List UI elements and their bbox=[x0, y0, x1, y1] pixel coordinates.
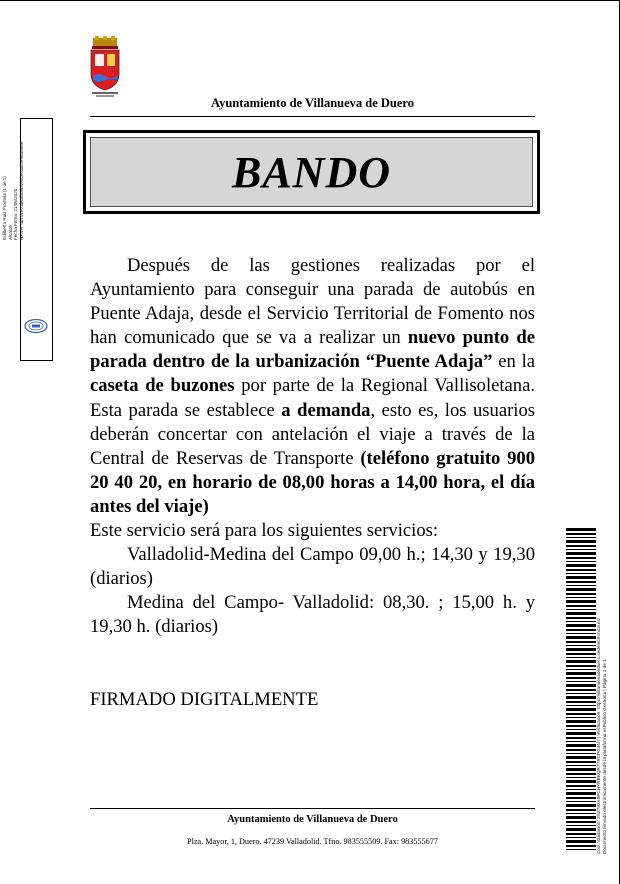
footer-title: Ayuntamiento de Villanueva de Duero bbox=[227, 814, 398, 825]
paragraph-main bbox=[90, 254, 535, 519]
bando-title: BANDO bbox=[231, 147, 392, 197]
stamp-signer: Edilberto Ruiz Frontela (1 de 1) bbox=[2, 176, 7, 240]
stamp-role: Alcalde bbox=[7, 224, 13, 240]
text-segment: Después de las gestiones realizadas por el Ayuntamiento para conseguir una parada de autobús en Puente Adaja, desde el Servicio Territorial de Fomento nos han comunicado que se va a realizar un bbox=[90, 255, 535, 349]
validation-platform: Documento firmado electrónicamente desde la plataforma esPublico Gestiona | Página 1 de 1 bbox=[602, 659, 607, 854]
seal-icon bbox=[23, 318, 49, 334]
validation-footer bbox=[596, 524, 608, 854]
coat-of-arms-icon bbox=[88, 36, 122, 98]
text-segment: por parte de la Regional Vallisoletana. Esta parada se establece bbox=[90, 375, 535, 421]
text-segment: , esto es, los usuarios deberán concertar con antelación el viaje a través de la Central de Reservas de Transporte bbox=[90, 399, 535, 469]
header-title: Ayuntamiento de Villanueva de Duero bbox=[210, 96, 415, 110]
bold-segment-on-demand: a demanda bbox=[281, 399, 371, 421]
header-divider bbox=[90, 116, 535, 117]
bold-segment-phone: (teléfono gratuito 900 20 40 20, en horario de 08,00 horas a 14,00 hora, el día antes del viaje) bbox=[90, 447, 535, 517]
footer-divider bbox=[90, 808, 535, 809]
bando-title-box bbox=[83, 130, 540, 214]
paragraph-route-2: Medina del Campo- Valladolid: 08,30. ; 15,00 h. y 19,30 h. (diarios) bbox=[90, 592, 535, 638]
stamp-hash: HASH: 4b7d1e73b65bdeb4e04e9a8f5e985e86e bbox=[18, 141, 24, 240]
notice-body bbox=[90, 254, 535, 640]
signature-stamp-text bbox=[2, 10, 24, 240]
top-border bbox=[0, 0, 620, 1]
paragraph-route-1: Valladolid-Medina del Campo 09,00 h.; 14,30 y 19,30 (diarios) bbox=[90, 544, 535, 590]
stamp-date: Fecha Firma: 21/06/2020 bbox=[13, 188, 19, 240]
signed-digitally-label: FIRMADO DIGITALMENTE bbox=[90, 689, 319, 710]
validation-code: Cód. Validación: 3SZ792X9PCHYRBKQR7TRCPG4N7 | Verificación: https://villanuevadeduero.sedelectronica.es/ bbox=[596, 617, 601, 854]
bando-title-background bbox=[90, 137, 533, 207]
footer-address: Plza. Mayor, 1, Duero. 47239 Valladolid. Tfno. 983555509. Fax: 983555677 bbox=[187, 837, 438, 846]
bold-segment-stop-location: nuevo punto de parada dentro de la urbanización “Puente Adaja” bbox=[90, 327, 535, 373]
bold-segment-mailbox: caseta de buzones bbox=[90, 375, 235, 397]
text-segment: en la bbox=[492, 351, 535, 373]
barcode-icon bbox=[566, 528, 596, 854]
paragraph-services-intro: Este servicio será para los siguientes servicios: bbox=[90, 520, 439, 542]
